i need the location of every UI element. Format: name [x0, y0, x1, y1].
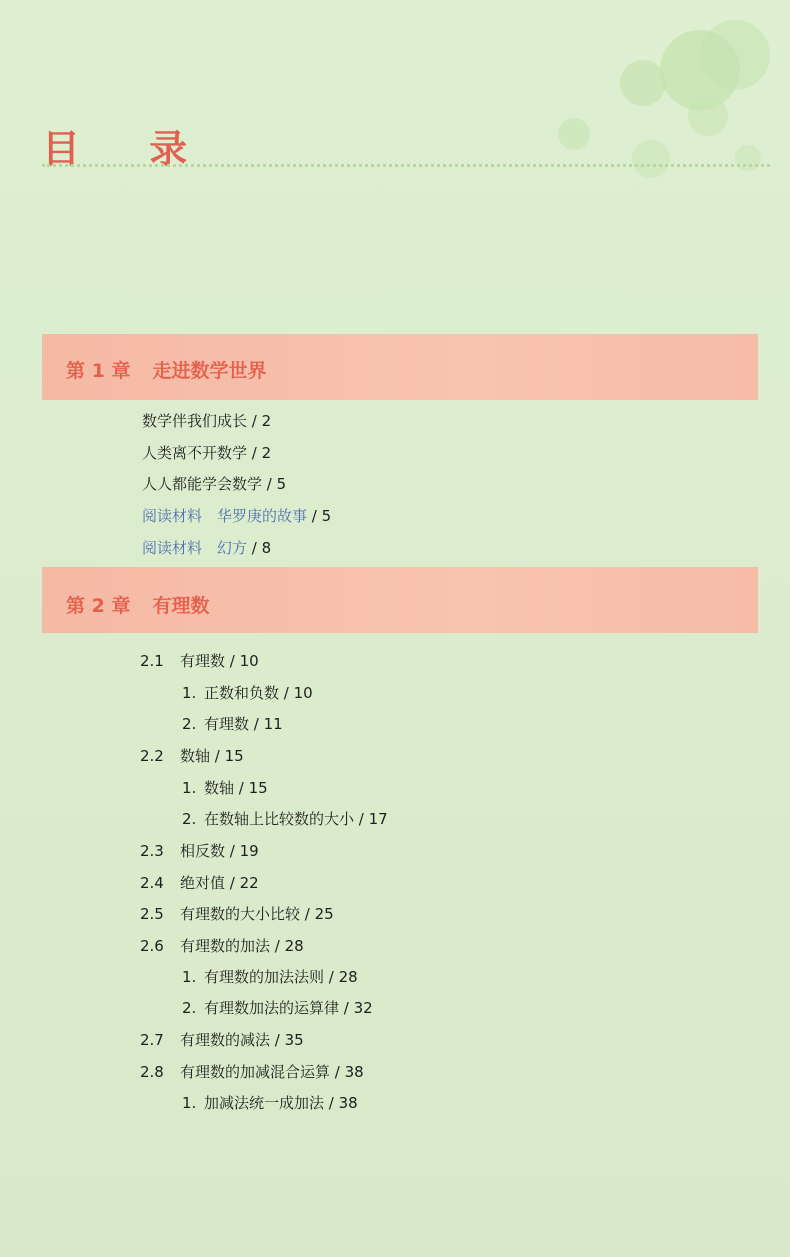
subsection-number: 1. — [182, 968, 197, 986]
subsection-number: 2. — [182, 999, 197, 1017]
entry-title: 相反数 / 19 — [180, 842, 259, 860]
subsection-number: 1. — [182, 1094, 197, 1112]
toc-subsection[interactable] — [182, 808, 388, 829]
decor-circle — [620, 60, 666, 106]
decor-circle — [632, 140, 670, 178]
decor-circle — [735, 145, 761, 171]
entry-title: 在数轴上比较数的大小 / 17 — [204, 810, 388, 828]
chapter-number: 第 1 章 — [66, 360, 131, 382]
decor-circle — [558, 118, 590, 150]
entry-title: 有理数的加减混合运算 / 38 — [180, 1063, 364, 1081]
toc-section[interactable] — [140, 903, 334, 924]
decor-circle — [688, 96, 728, 136]
toc-section[interactable] — [140, 1061, 364, 1082]
section-number: 2.1 — [140, 652, 164, 670]
subsection-number: 2. — [182, 810, 197, 828]
title-divider — [42, 164, 770, 167]
entry-page: / 2 — [251, 444, 272, 462]
chapter-name: 走进数学世界 — [152, 360, 267, 382]
entry-title: 有理数 / 10 — [180, 652, 259, 670]
entry-title: 数轴 / 15 — [204, 779, 268, 797]
entry-title: 阅读材料 华罗庚的故事 — [142, 507, 308, 525]
subsection-number: 1. — [182, 684, 197, 702]
subsection-number: 1. — [182, 779, 197, 797]
toc-subsection[interactable] — [182, 997, 373, 1018]
section-number: 2.6 — [140, 937, 164, 955]
entry-title: 有理数的大小比较 / 25 — [180, 905, 334, 923]
toc-subsection[interactable] — [182, 777, 268, 798]
toc-section[interactable] — [140, 1029, 304, 1050]
decor-circle — [700, 20, 770, 90]
entry-title: 数轴 / 15 — [180, 747, 244, 765]
entry-title: 人人都能学会数学 — [142, 475, 263, 493]
toc-subsection[interactable] — [182, 713, 283, 734]
entry-title: 有理数加法的运算律 / 32 — [204, 999, 373, 1017]
toc-entry[interactable] — [142, 473, 286, 494]
section-number: 2.4 — [140, 874, 164, 892]
subsection-number: 2. — [182, 715, 197, 733]
section-number: 2.2 — [140, 747, 164, 765]
entry-title: 有理数 / 11 — [204, 715, 283, 733]
toc-subsection[interactable] — [182, 682, 313, 703]
section-number: 2.7 — [140, 1031, 164, 1049]
entry-title: 绝对值 / 22 — [180, 874, 259, 892]
entry-title: 有理数的加法法则 / 28 — [204, 968, 358, 986]
chapter-1-heading[interactable] — [66, 356, 266, 383]
toc-entry[interactable] — [142, 410, 271, 431]
chapter-name: 有理数 — [152, 595, 210, 617]
toc-section[interactable] — [140, 935, 304, 956]
entry-page: / 5 — [266, 475, 287, 493]
toc-section[interactable] — [140, 650, 259, 671]
section-number: 2.5 — [140, 905, 164, 923]
entry-title: 数学伴我们成长 — [142, 412, 248, 430]
entry-page: / 2 — [251, 412, 272, 430]
section-number: 2.8 — [140, 1063, 164, 1081]
toc-reading-entry[interactable] — [142, 505, 331, 526]
entry-title: 正数和负数 / 10 — [204, 684, 313, 702]
toc-subsection[interactable] — [182, 1092, 358, 1113]
entry-title: 有理数的加法 / 28 — [180, 937, 304, 955]
section-number: 2.3 — [140, 842, 164, 860]
page-title: 目 录 — [42, 126, 216, 171]
entry-title: 阅读材料 幻方 — [142, 539, 248, 557]
entry-title: 人类离不开数学 — [142, 444, 248, 462]
entry-page: / 8 — [251, 539, 272, 557]
chapter-2-heading[interactable] — [66, 591, 209, 618]
entry-title: 有理数的减法 / 35 — [180, 1031, 304, 1049]
toc-section[interactable] — [140, 872, 259, 893]
toc-section[interactable] — [140, 840, 259, 861]
chapter-number: 第 2 章 — [66, 595, 131, 617]
toc-section[interactable] — [140, 745, 244, 766]
toc-reading-entry[interactable] — [142, 537, 271, 558]
entry-title: 加减法统一成加法 / 38 — [204, 1094, 358, 1112]
entry-page: / 5 — [311, 507, 332, 525]
toc-entry[interactable] — [142, 442, 271, 463]
toc-subsection[interactable] — [182, 966, 358, 987]
